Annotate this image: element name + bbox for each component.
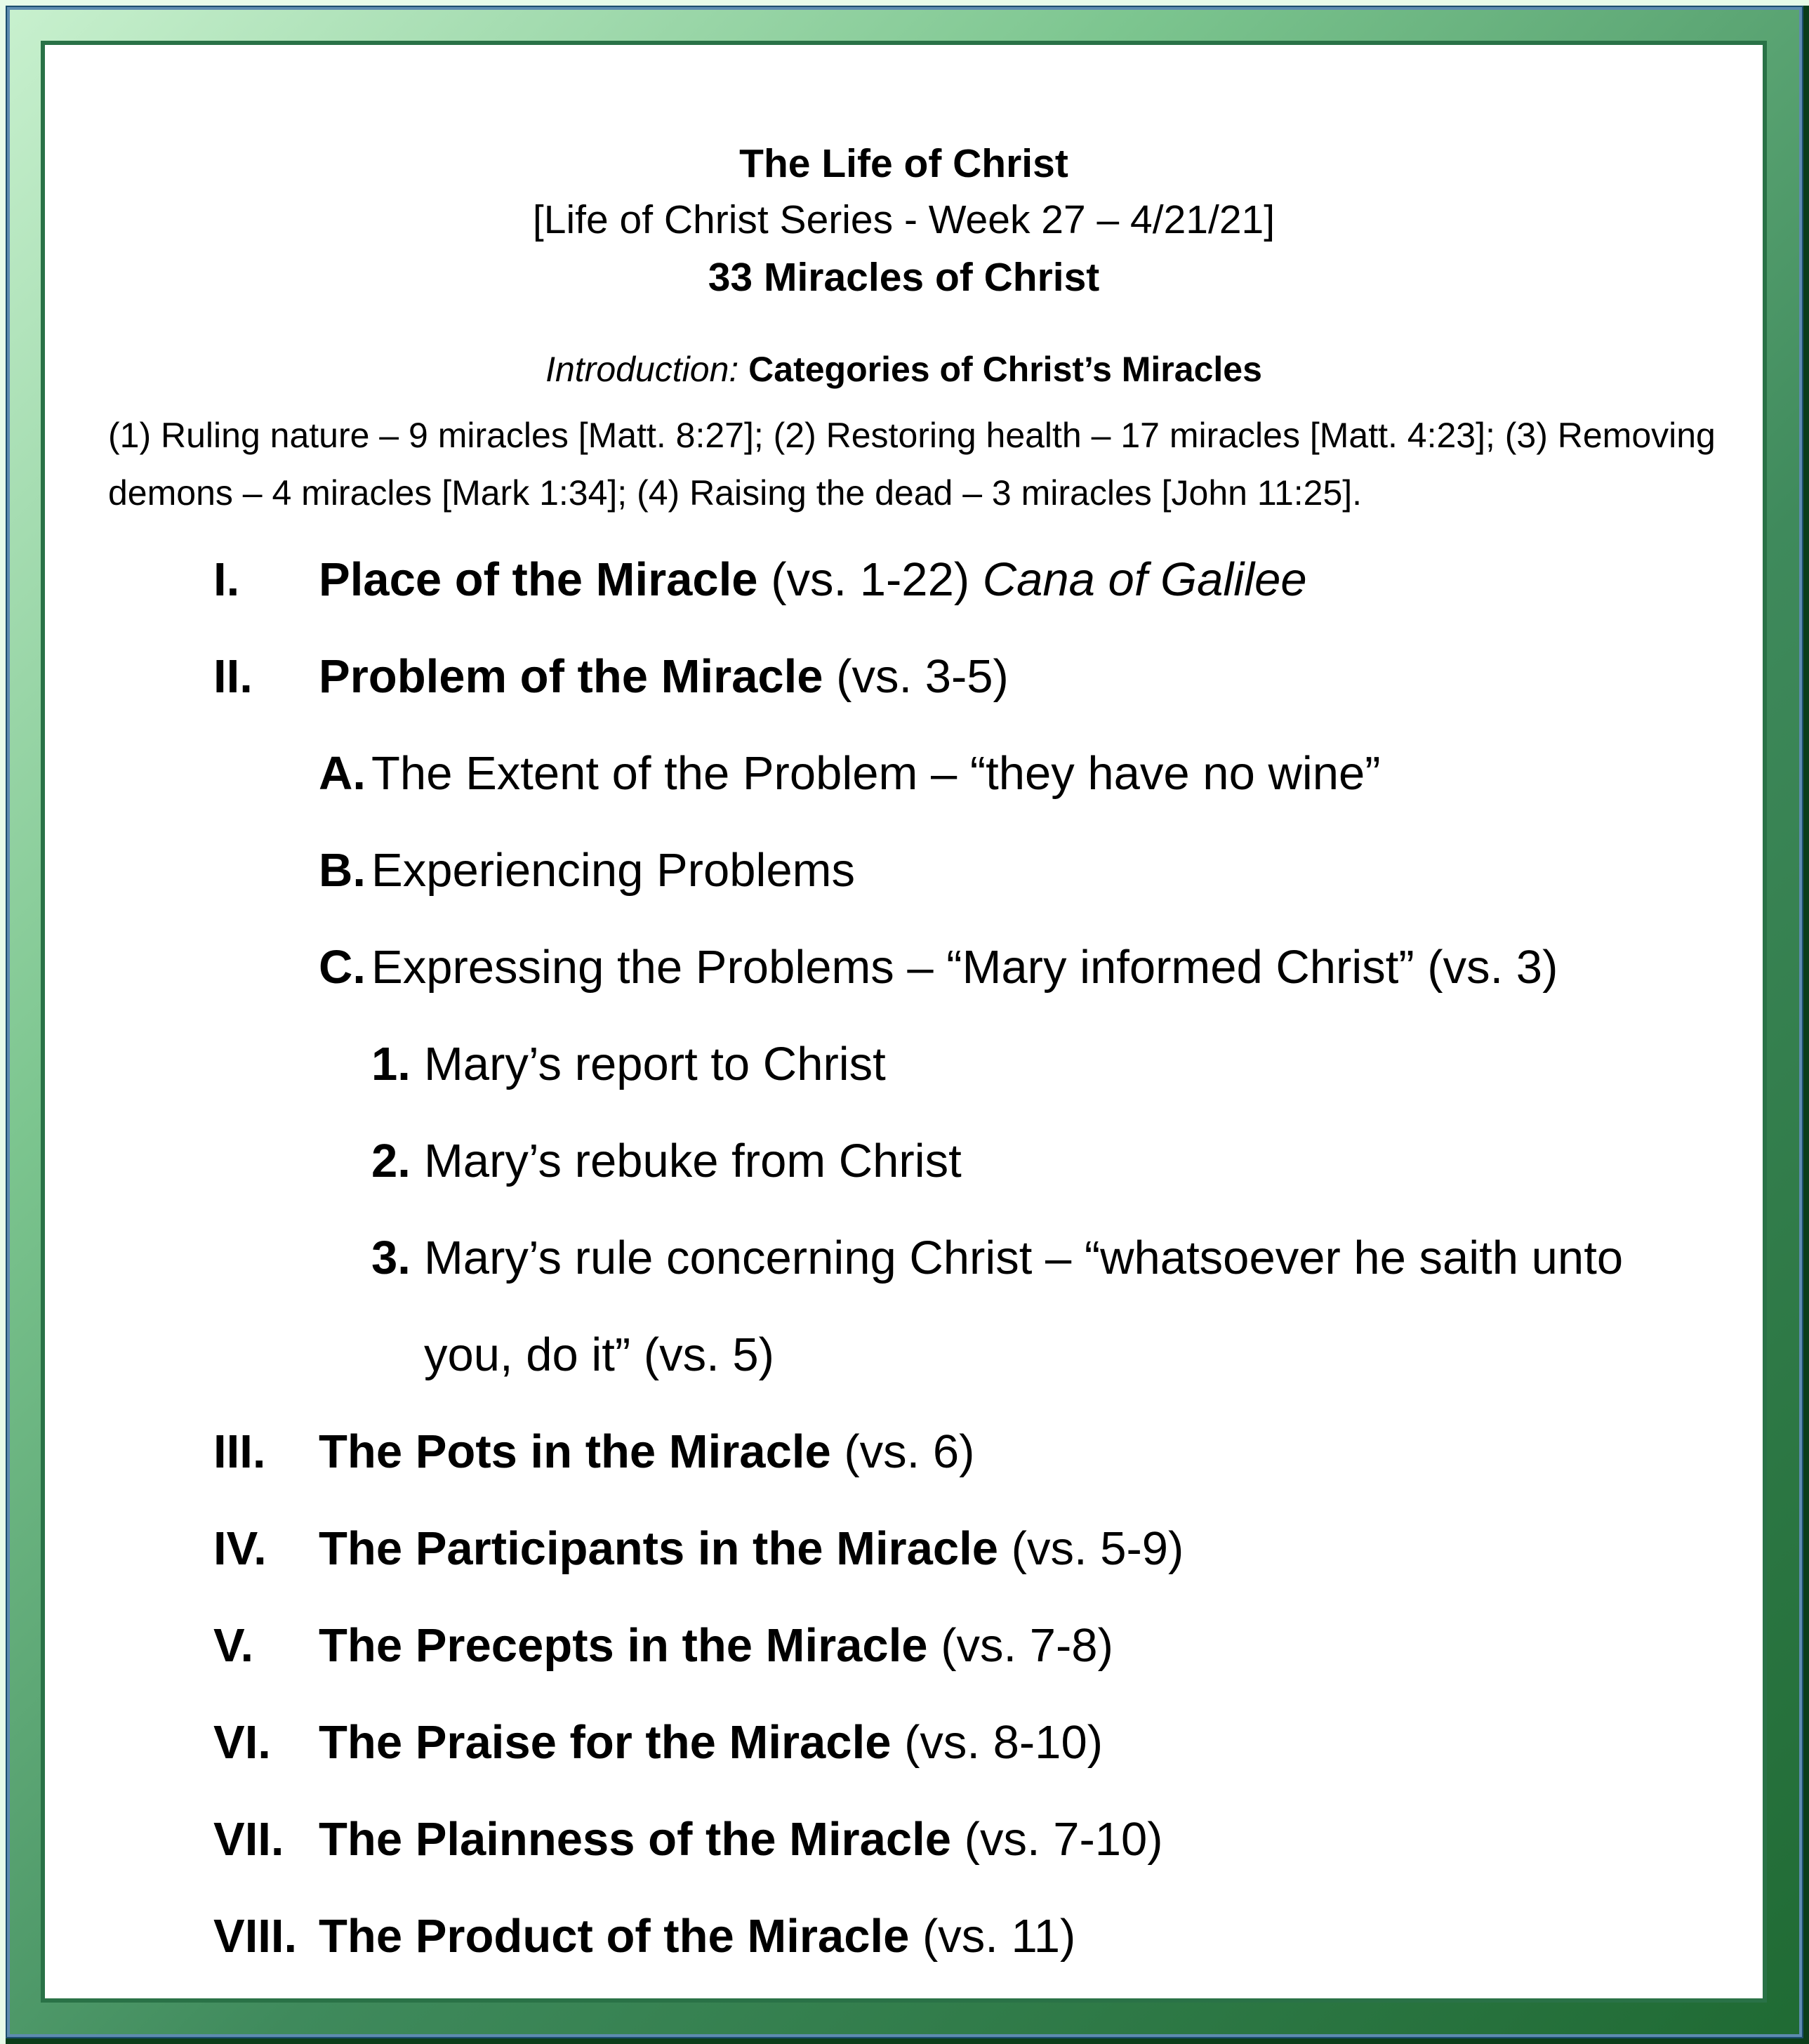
outline-label: Expressing the Problems – “Mary informed Christ” (vs. 3) [371,941,1558,994]
outline-label: The Precepts in the Miracle (vs. 7-8) [319,1619,1113,1672]
document-page [45,45,1763,1998]
introduction-heading [45,349,1763,390]
outline-number: VI. [213,1716,271,1769]
outline-label: Place of the Miracle (vs. 1-22) Cana of Galilee [319,553,1307,606]
outline-label: Experiencing Problems [371,844,855,897]
outline-point-3-continuation: you, do it” (vs. 5) [424,1328,774,1381]
outline-number: 2. [371,1135,411,1187]
series-subtitle: [Life of Christ Series - Week 27 – 4/21/21] [532,197,1275,242]
outline-label: The Pots in the Miracle (vs. 6) [319,1425,975,1478]
topic-heading: 33 Miracles of Christ [708,255,1100,300]
introduction-lead: Introduction: [545,350,739,389]
outline-label: The Participants in the Miracle (vs. 5-9) [319,1522,1184,1575]
introduction-text: (1) Ruling nature – 9 miracles [Matt. 8:27]; (2) Restoring health – 17 miracles [Matt. 4:23]; (3) Removing demons – 4 miracles [Mark 1:34]; (4) Raising the dead – 3 miracles [John 11:25]. [108,416,1716,513]
document-title: The Life of Christ [739,141,1068,186]
outline-label: Mary’s report to Christ [424,1038,886,1090]
outline-label: The Praise for the Miracle (vs. 8-10) [319,1716,1104,1769]
outline-number: III. [213,1425,266,1478]
outline-label: The Extent of the Problem – “they have no wine” [371,747,1381,800]
outline-number: VIII. [213,1910,298,1963]
outline-number: 1. [371,1038,411,1090]
outline-number: C. [319,941,366,994]
outline-number: I. [213,553,240,606]
outline-label: Problem of the Miracle (vs. 3-5) [319,650,1009,703]
introduction-title: Categories of Christ’s Miracles [748,350,1262,389]
outline-number: VII. [213,1813,284,1866]
outline-number: 3. [371,1232,411,1284]
outline-number: V. [213,1619,254,1672]
outline-label: The Product of the Miracle (vs. 11) [319,1910,1076,1963]
location-text: Cana of Galilee [982,553,1307,606]
outline-number: IV. [213,1522,267,1575]
outline-label: The Plainness of the Miracle (vs. 7-10) [319,1813,1163,1866]
outline-label: Mary’s rule concerning Christ – “whatsoever he saith unto [424,1232,1624,1284]
outline-number: A. [319,747,366,800]
outline-number: B. [319,844,366,897]
outline-label: Mary’s rebuke from Christ [424,1135,962,1187]
outline-number: II. [213,650,253,703]
